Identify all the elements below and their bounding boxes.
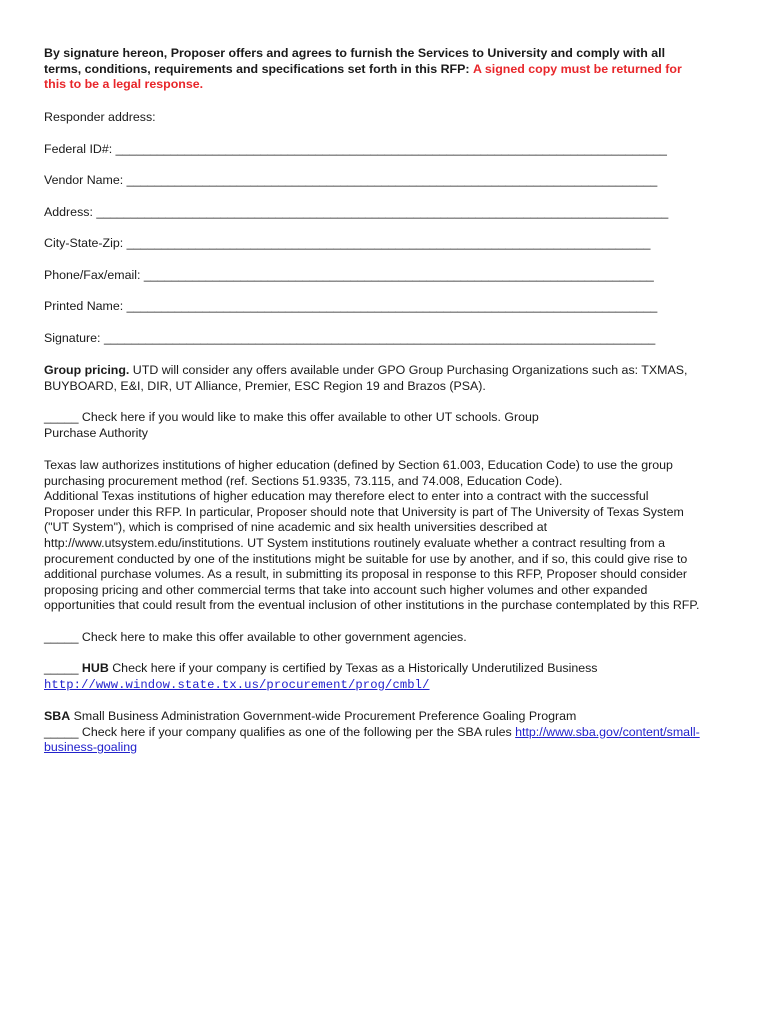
sba-line-3 [44, 740, 700, 756]
intro-statement [44, 46, 682, 93]
texas-law-line: Additional Texas institutions of higher education may therefore elect to enter into a contract with the successful [44, 489, 649, 504]
sba-text: Check here if your company qualifies as one of the following per the SBA rules [78, 724, 516, 739]
field-label: Signature: [44, 331, 101, 345]
group-pricing-section [44, 363, 687, 394]
field-label: Phone/Fax/email: [44, 268, 141, 282]
field-label: Address: [44, 205, 93, 219]
texas-law-line: ("UT System"), which is comprised of nine academic and six health universities described at [44, 520, 548, 535]
field-label: Federal ID#: [44, 142, 113, 156]
ut-schools-check-text: Check here if you would like to make this offer available to other UT schools. Group [78, 410, 539, 424]
printed-name-field[interactable] [44, 299, 657, 315]
texas-law-line: purchasing procurement method (ref. Sections 51.9335, 73.115, and 74.008, Education Code). [44, 473, 563, 488]
phone-fax-email-field[interactable] [44, 268, 654, 284]
city-state-zip-field[interactable] [44, 236, 650, 252]
texas-law-line: procurement conducted by one of the institutions might be suitable for use by another, and if so, this could give rise to [44, 551, 688, 566]
responder-address-heading: Responder address: [44, 110, 156, 124]
sba-line-1 [44, 709, 700, 725]
federal-id-field[interactable] [44, 142, 667, 158]
field-blank[interactable]: ____________________________________________________________________________ [126, 236, 651, 250]
field-blank[interactable]: _____________________________________________________________________________ [126, 299, 658, 313]
texas-law-line: opportunities that could result from the eventual inclusion of other institutions in the purchase contemplated by this RFP. [44, 598, 700, 613]
texas-law-line: Texas law authorizes institutions of higher education (defined by Section 61.003, Education Code) to use the group [44, 458, 673, 472]
sba-title: Small Business Administration Government-wide Procurement Preference Goaling Program [70, 709, 577, 723]
ut-schools-check-line-2: Purchase Authority [44, 425, 149, 440]
field-label: Vendor Name: [44, 173, 124, 187]
gov-agencies-check-text: Check here to make this offer available to other government agencies. [78, 630, 467, 644]
sba-link-part-1[interactable]: http://www.sba.gov/content/small- [515, 724, 700, 739]
sba-checkbox-blank[interactable]: _____ [44, 724, 79, 739]
hub-section [44, 661, 598, 693]
hub-label: HUB [81, 661, 109, 675]
vendor-name-field[interactable] [44, 173, 657, 189]
texas-law-line: Proposer under this RFP. In particular, Proposer should note that University is part of The University of Texas System [44, 504, 684, 519]
intro-line-3-red: this to be a legal response. [44, 77, 204, 92]
hub-line-1 [44, 661, 598, 677]
group-pricing-line-2: BUYBOARD, E&I, DIR, UT Alliance, Premier, ESC Region 19 and Brazos (PSA). [44, 378, 486, 393]
group-pricing-title: Group pricing. [44, 363, 130, 377]
sba-label: SBA [44, 709, 71, 723]
field-label: City-State-Zip: [44, 236, 124, 250]
group-pricing-line-1 [44, 363, 687, 379]
field-label: Printed Name: [44, 299, 124, 313]
address-field[interactable] [44, 205, 668, 221]
sba-line-2 [44, 725, 700, 741]
group-pricing-text-1: UTD will consider any offers available under GPO Group Purchasing Organizations such as: TXMAS, [129, 363, 688, 377]
sba-link-part-2[interactable]: business-goaling [44, 740, 137, 755]
intro-line-2-bold: terms, conditions, requirements and specifications set forth in this RFP: [44, 61, 470, 76]
intro-line-1: By signature hereon, Proposer offers and agrees to furnish the Services to University and comply with all [44, 46, 666, 60]
texas-law-line: additional purchase volumes. As a result, in submitting its proposal in response to this RFP, Proposer should consider [44, 567, 688, 582]
gov-agencies-check-section [44, 630, 467, 646]
hub-text: Check here if your company is certified by Texas as a Historically Underutilized Business [108, 661, 598, 675]
intro-line-2 [44, 62, 682, 78]
hub-line-2 [44, 677, 598, 694]
intro-line-2-red: A signed copy must be returned for [472, 61, 682, 76]
sba-section [44, 709, 700, 756]
hub-checkbox-blank[interactable]: _____ [44, 661, 79, 675]
ut-schools-check-section [44, 410, 539, 441]
ut-schools-checkbox-blank[interactable]: _____ [44, 410, 79, 424]
field-blank[interactable]: __________________________________________________________________________ [143, 268, 654, 282]
texas-law-line: proposing pricing and other commercial terms that take into account such higher volumes and other expanded [44, 582, 648, 597]
texas-law-paragraph [44, 458, 699, 614]
texas-law-line: http://www.utsystem.edu/institutions. UT System institutions routinely evaluate whether a contract resulting from a [44, 535, 665, 550]
field-blank[interactable]: ________________________________________________________________________________ [103, 331, 656, 345]
ut-schools-check-line-1 [44, 410, 539, 426]
signature-field[interactable] [44, 331, 655, 347]
field-blank[interactable]: ________________________________________________________________________________ [115, 142, 667, 156]
field-blank[interactable]: ___________________________________________________________________________________ [96, 205, 669, 219]
gov-agencies-checkbox-blank[interactable]: _____ [44, 630, 79, 644]
field-blank[interactable]: _____________________________________________________________________________ [126, 173, 658, 187]
hub-link[interactable]: http://www.window.state.tx.us/procurement/prog/cmbl/ [44, 677, 430, 692]
